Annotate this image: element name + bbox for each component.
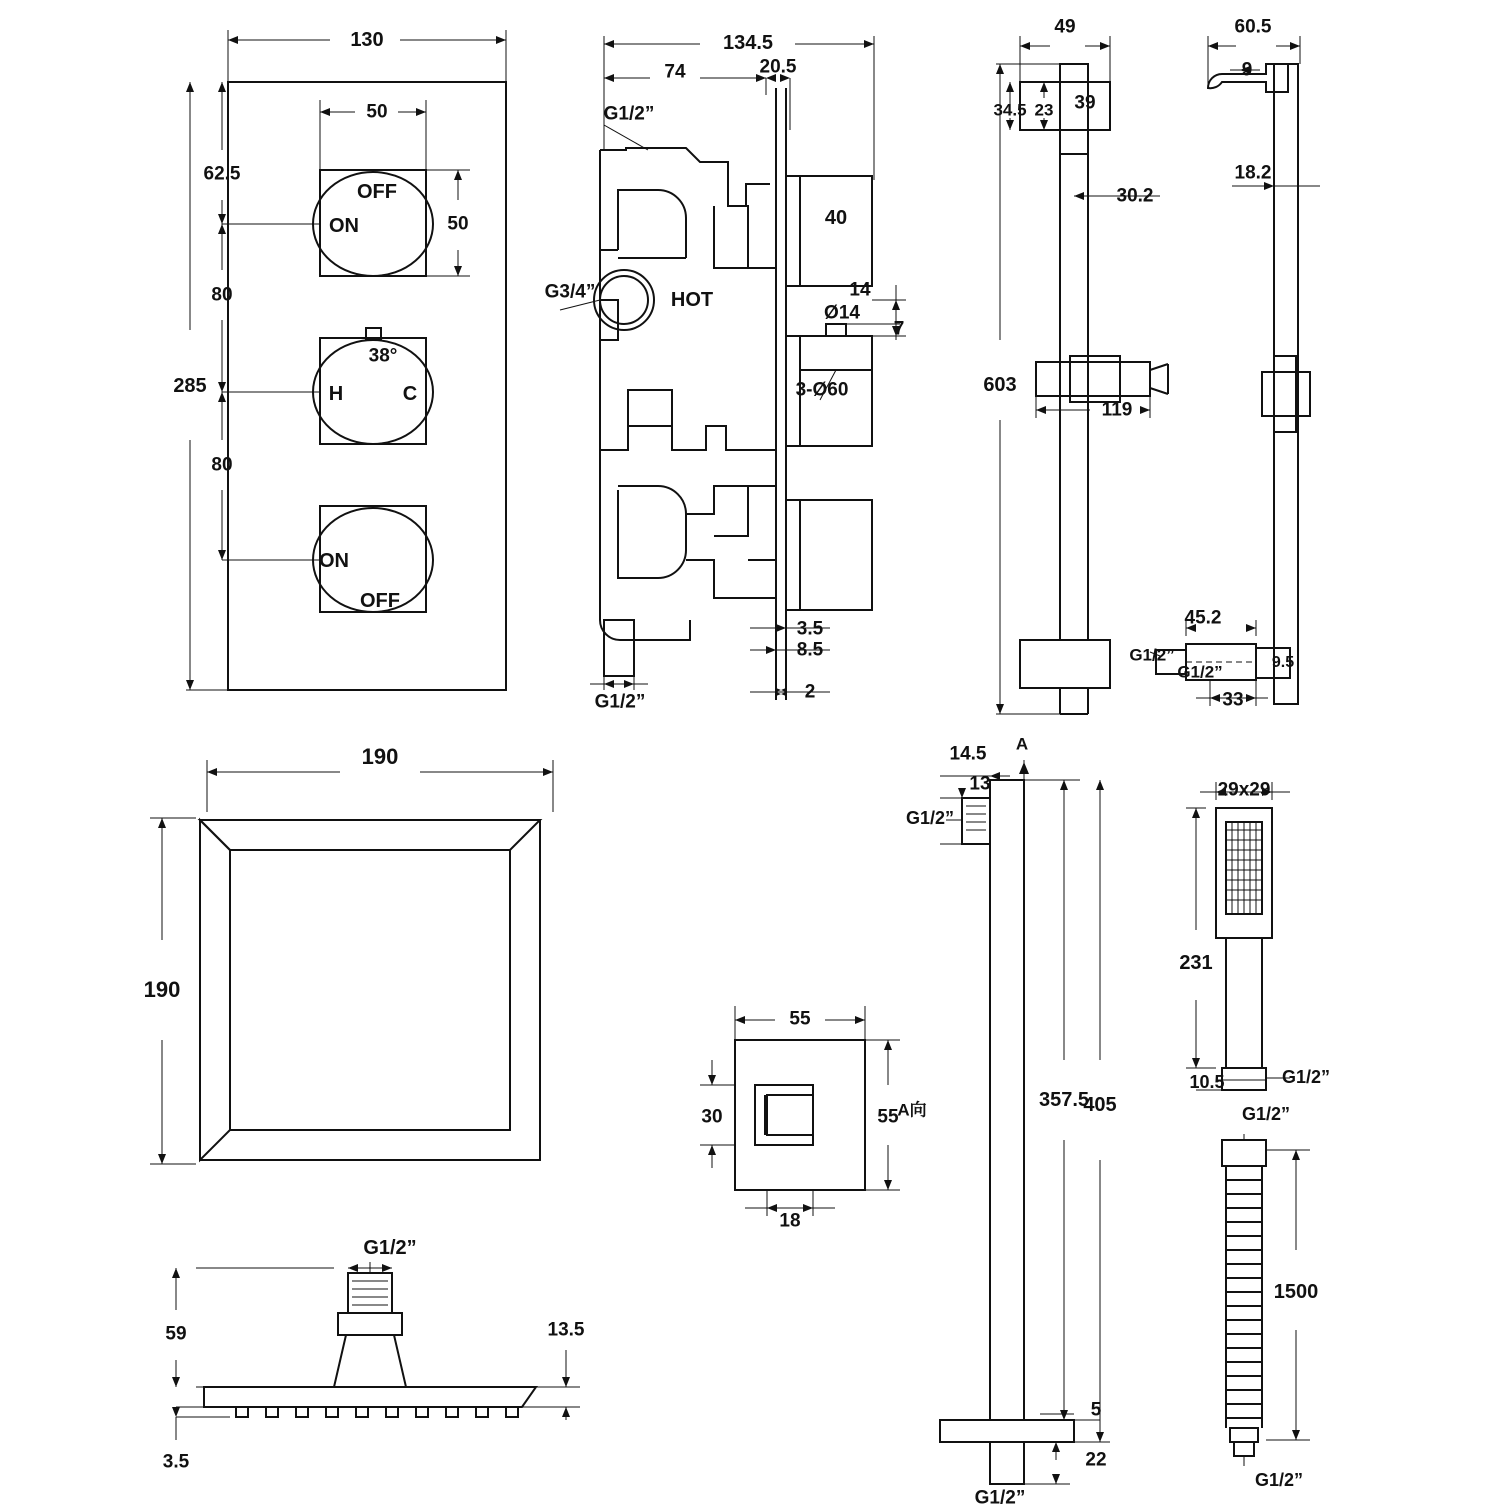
dim-bracket-width: 49 (1054, 16, 1076, 38)
dim-depth-14: 14 (849, 279, 871, 301)
dim-flange-85: 8.5 (796, 639, 824, 661)
dim-knob-height: 50 (447, 213, 469, 235)
dim-rail-length: 603 (983, 374, 1017, 396)
dim-handset-face: 29x29 (1217, 779, 1271, 801)
dim-side-a: 74 (664, 61, 686, 83)
knob-top-label-off: OFF (357, 181, 397, 203)
dim-body-40: 40 (824, 207, 848, 229)
section-label-a: A向 (897, 1100, 927, 1120)
rail-port-left: G1/2” (1129, 645, 1175, 665)
dim-hole-dia: Ø14 (824, 302, 860, 324)
arm-section-mark: A (1015, 734, 1029, 754)
knob-mid-temp: 38° (368, 345, 398, 367)
dim-arm-offset: 14.5 (949, 743, 987, 765)
dim-bracket-inner: 23 (1034, 100, 1054, 120)
dim-head-width: 190 (361, 744, 399, 769)
knob-mid-cold: C (402, 383, 418, 405)
dim-outlet-depth: 33 (1222, 689, 1244, 711)
dim-outlet-30: 30 (701, 1106, 723, 1128)
dim-bracket-plate: 39 (1074, 92, 1096, 114)
dim-hose-length: 1500 (1273, 1281, 1319, 1303)
head-thread-label: G1/2” (363, 1237, 417, 1259)
knob-mid-hot: H (328, 383, 344, 405)
dim-arm-plate: 5 (1090, 1399, 1102, 1421)
rail-port-lower: G1/2” (1177, 662, 1223, 682)
dim-rail-top-width: 60.5 (1234, 16, 1272, 38)
dim-outlet-height: 9.5 (1271, 654, 1295, 671)
dim-head-nozzle: 3.5 (162, 1451, 190, 1473)
port-hot-g34: G3/4” (544, 281, 596, 303)
dim-head-plate: 13.5 (547, 1319, 585, 1341)
arm-port-bottom: G1/2” (974, 1487, 1026, 1509)
dim-outlet-width: 45.2 (1184, 607, 1222, 629)
dim-arm-thread: 13 (969, 773, 991, 795)
dim-side-b: 20.5 (759, 56, 797, 78)
dim-head-riser: 59 (165, 1323, 187, 1345)
dim-flange-35: 3.5 (796, 618, 824, 640)
dim-arm-length: 357.5 (1038, 1089, 1090, 1111)
dim-valve-width: 130 (350, 29, 384, 51)
hose-port-top: G1/2” (1241, 1104, 1291, 1124)
dim-bores: 3-Ø60 (795, 379, 849, 401)
dim-outlet-55: 55 (789, 1008, 811, 1030)
dim-plate-2: 2 (804, 681, 816, 703)
dim-step-7: 7 (893, 318, 905, 340)
dim-bracket-height: 34.5 (993, 100, 1027, 120)
arm-port-top: G1/2” (905, 808, 955, 828)
handset-port: G1/2” (1281, 1067, 1331, 1087)
dim-arm-overall: 405 (1083, 1094, 1117, 1116)
knob-bottom-label-on: ON (319, 550, 349, 572)
knob-top-label-on: ON (329, 215, 359, 237)
dim-top-offset: 62.5 (203, 163, 241, 185)
dim-knob-width: 50 (366, 101, 388, 123)
port-top-g12: G1/2” (603, 103, 655, 125)
dim-rail-offset-182: 18.2 (1234, 162, 1272, 184)
dim-holder-width: 119 (1101, 399, 1133, 421)
dim-outlet-18: 18 (779, 1210, 801, 1232)
port-bottom-g12: G1/2” (594, 691, 646, 713)
dim-arm-stub: 22 (1085, 1449, 1107, 1471)
hose-port-bottom: G1/2” (1254, 1470, 1304, 1490)
dim-head-height: 190 (143, 977, 181, 1002)
dim-gap-2: 80 (211, 454, 233, 476)
dim-valve-height: 285 (173, 375, 207, 397)
dim-outlet-h55: 55 (877, 1106, 899, 1128)
dim-rail-arm: 9 (1241, 59, 1253, 81)
dim-handset-collar: 10.5 (1189, 1072, 1225, 1092)
dim-handset-length: 231 (1179, 952, 1213, 974)
dim-rail-offset: 30.2 (1116, 185, 1154, 207)
dim-side-overall: 134.5 (722, 32, 774, 54)
hot-label: HOT (670, 289, 714, 311)
dim-gap-1: 80 (211, 284, 233, 306)
knob-bottom-label-off: OFF (360, 590, 400, 612)
